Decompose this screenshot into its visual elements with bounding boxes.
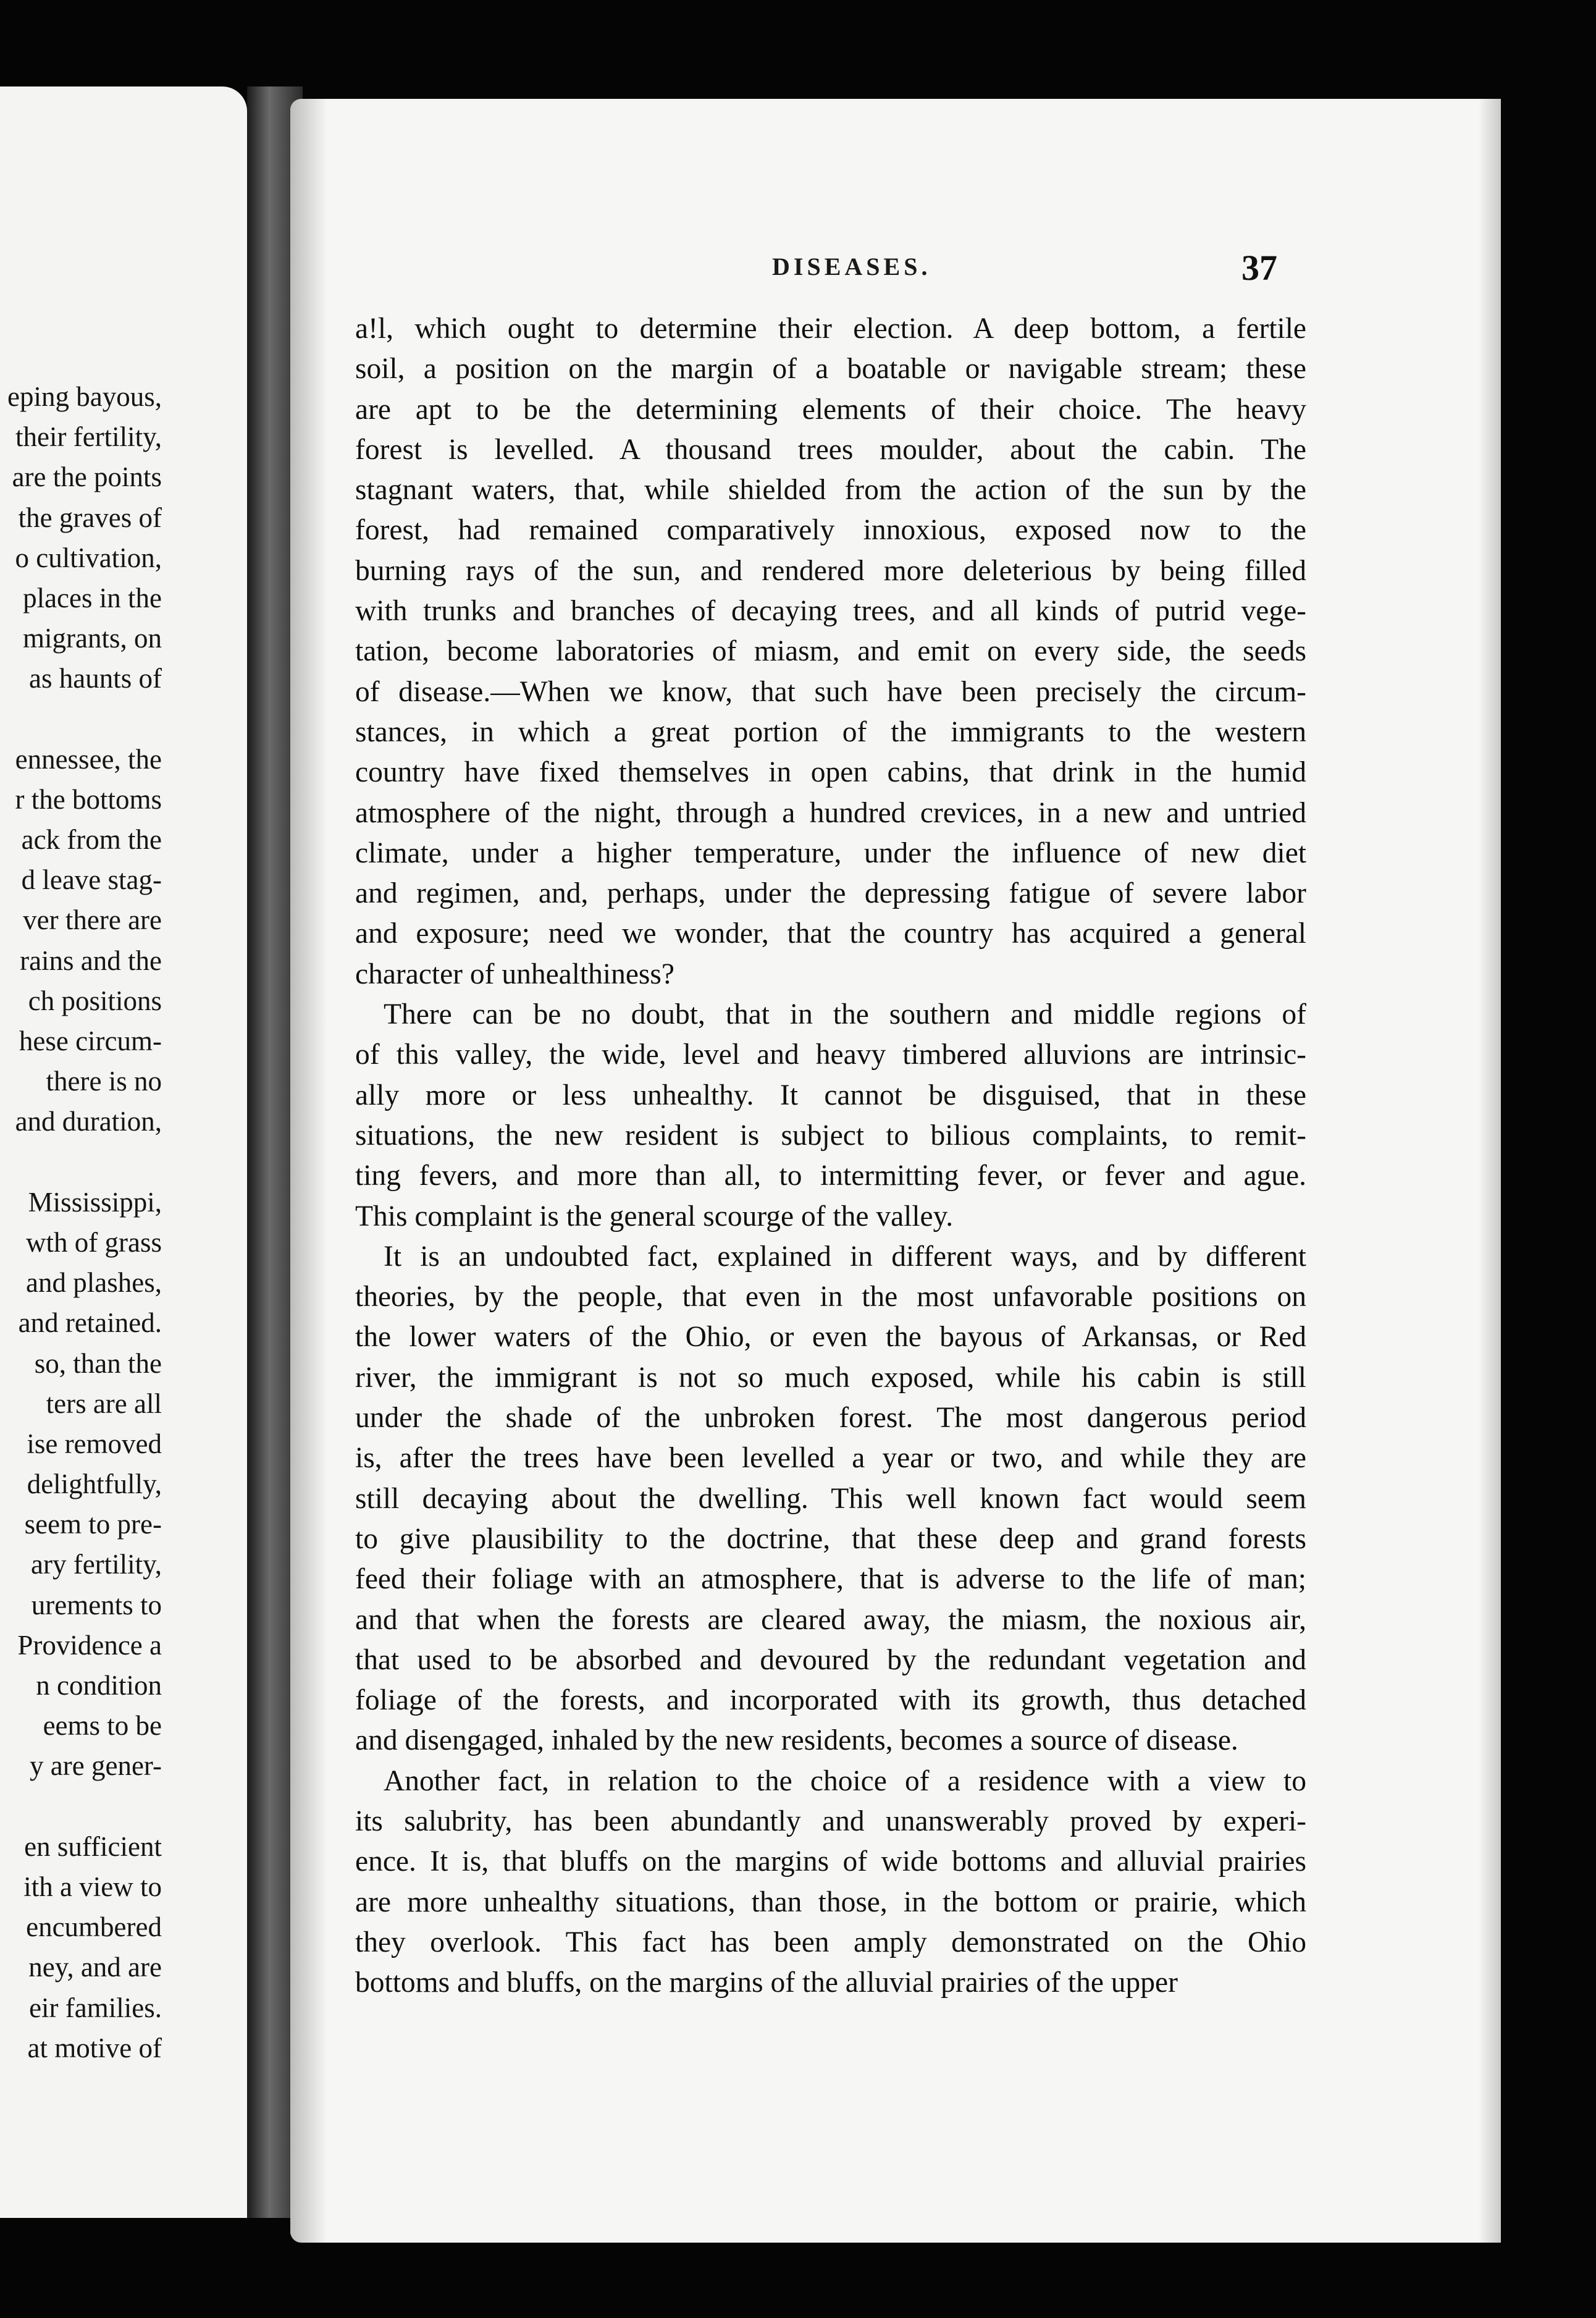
left-page-line: so, than the [34, 1347, 162, 1379]
page-body [355, 309, 1306, 2003]
text-line: of this valley, the wide, level and heavy timbered alluvions are intrinsic- [355, 1039, 1306, 1071]
left-page-line: ary fertility, [31, 1549, 162, 1580]
left-page-line: ch positions [28, 985, 162, 1016]
text-line: they overlook. This fact has been amply demonstrated on the Ohio [355, 1926, 1306, 1958]
text-line: river, the immigrant is not so much exposed, while his cabin is still [355, 1361, 1306, 1394]
text-line: It is an undoubted fact, explained in different ways, and by different [384, 1240, 1306, 1273]
left-page-line: Mississippi, [28, 1186, 162, 1218]
text-line: This complaint is the general scourge of the valley. [355, 1200, 954, 1233]
left-page-line [0, 1787, 162, 1827]
text-line: are more unhealthy situations, than those, in the bottom or prairie, which [355, 1886, 1306, 1918]
text-line: stances, in which a great portion of the immigrants to the western [355, 715, 1306, 748]
text-line: of disease.—When we know, that such have been precisely the circum- [355, 675, 1306, 708]
running-header: DISEASES. [772, 253, 931, 280]
left-page-line: o cultivation, [15, 542, 162, 573]
left-page-line: as haunts of [29, 663, 162, 694]
left-page-line: the graves of [18, 502, 162, 533]
text-line: tation, become laboratories of miasm, and emit on every side, the seeds [355, 635, 1306, 668]
text-line: forest, had remained comparatively innoxious, exposed now to the [355, 514, 1306, 547]
page-edge [1479, 99, 1501, 2243]
left-page-line: seem to pre- [24, 1509, 162, 1540]
left-page-line: ith a view to [23, 1871, 162, 1902]
text-line: a!l, which ought to determine their election. A deep bottom, a fertile [355, 313, 1306, 345]
text-line: the lower waters of the Ohio, or even the bayous of Arkansas, or Red [355, 1321, 1306, 1354]
left-page-line: y are gener- [30, 1750, 162, 1782]
text-line: ally more or less unhealthy. It cannot be disguised, that in these [355, 1079, 1306, 1111]
text-line: and disengaged, inhaled by the new residents, becomes a source of disease. [355, 1724, 1238, 1757]
left-page-line: rains and the [20, 945, 162, 976]
text-line: still decaying about the dwelling. This well known fact would seem [355, 1482, 1306, 1515]
page-number: 37 [1241, 248, 1277, 288]
text-line: situations, the new resident is subject to bilious complaints, to remit- [355, 1119, 1306, 1152]
text-line: ence. It is, that bluffs on the margins of wide bottoms and alluvial prairies [355, 1845, 1306, 1878]
text-line: country have fixed themselves in open cabins, that drink in the humid [355, 756, 1306, 789]
text-line: under the shade of the unbroken forest. The most dangerous period [355, 1402, 1306, 1435]
left-page-line [0, 1142, 162, 1182]
left-page-line: hese circum- [19, 1026, 162, 1056]
left-page-line: ennessee, the [15, 743, 162, 775]
text-line: soil, a position on the margin of a boatable or navigable stream; these [355, 353, 1306, 386]
left-page-line: are the points [12, 461, 162, 493]
paragraph [355, 1761, 1306, 2004]
text-line: to give plausibility to the doctrine, that these deep and grand forests [355, 1522, 1306, 1555]
text-line: with trunks and branches of decaying trees, and all kinds of putrid vege- [355, 595, 1306, 628]
left-page-line: their fertility, [15, 421, 162, 453]
left-page-line: d leave stag- [21, 864, 162, 896]
text-line: and that when the forests are cleared away, the miasm, the noxious air, [355, 1603, 1306, 1636]
left-page-line: ney, and are [28, 1952, 162, 1983]
paragraph [355, 309, 1306, 995]
left-page-text [0, 377, 162, 2068]
text-line: are apt to be the determining elements of their choice. The heavy [355, 393, 1306, 426]
left-page-line: eping bayous, [7, 381, 162, 412]
text-line: and exposure; need we wonder, that the country has acquired a general [355, 917, 1306, 950]
left-page-line: en sufficient [24, 1831, 162, 1862]
left-page-line: ters are all [46, 1388, 162, 1419]
left-page-line: eems to be [43, 1710, 162, 1742]
left-page-line: r the bottoms [15, 783, 162, 815]
left-page-line: at motive of [27, 2032, 162, 2063]
left-page-line: eir families. [29, 1992, 162, 2023]
left-page-line: ver there are [23, 904, 162, 936]
left-page-line: ise removed [27, 1428, 162, 1459]
text-line: its salubrity, has been abundantly and unanswerably proved by experi- [355, 1805, 1306, 1837]
text-line: and regimen, and, perhaps, under the depressing fatigue of severe labor [355, 877, 1306, 910]
text-line: ting fevers, and more than all, to intermitting fever, or fever and ague. [355, 1160, 1306, 1192]
text-line: burning rays of the sun, and rendered more deleterious by being filled [355, 554, 1306, 587]
text-line: feed their foliage with an atmosphere, that is adverse to the life of man; [355, 1563, 1306, 1596]
left-page-line: urements to [31, 1589, 162, 1620]
left-page-line: delightfully, [27, 1469, 162, 1500]
text-line: foliage of the forests, and incorporated with its growth, thus detached [355, 1684, 1306, 1717]
text-line: climate, under a higher temperature, under the influence of new diet [355, 837, 1306, 869]
left-page-line: encumbered [26, 1911, 162, 1943]
left-page-line: ack from the [21, 824, 162, 856]
text-line: stagnant waters, that, while shielded from the action of the sun by the [355, 474, 1306, 507]
left-facing-page [0, 86, 247, 2218]
left-page-line: migrants, on [23, 623, 162, 654]
left-page-line: n condition [36, 1670, 162, 1701]
left-page-line: places in the [23, 582, 162, 613]
left-page-line: and duration, [15, 1106, 162, 1137]
left-page-line: there is no [46, 1066, 162, 1097]
left-page-line: and plashes, [26, 1267, 162, 1299]
left-page-line: Providence a [17, 1629, 162, 1661]
left-page-line: and retained. [18, 1307, 162, 1339]
text-line: is, after the trees have been levelled a year or two, and while they are [355, 1442, 1306, 1475]
text-line: that used to be absorbed and devoured by the redundant vegetation and [355, 1643, 1306, 1676]
text-line: atmosphere of the night, through a hundred crevices, in a new and untried [355, 796, 1306, 829]
text-line: bottoms and bluffs, on the margins of the alluvial prairies of the upper [355, 1966, 1178, 1999]
text-line: character of unhealthiness? [355, 958, 674, 990]
text-line: There can be no doubt, that in the southern and middle regions of [384, 998, 1306, 1031]
paragraph [355, 995, 1306, 1237]
left-page-line [0, 699, 162, 740]
left-page-line: wth of grass [26, 1226, 162, 1258]
text-line: theories, by the people, that even in the most unfavorable positions on [355, 1281, 1306, 1313]
text-line: forest is levelled. A thousand trees moulder, about the cabin. The [355, 433, 1306, 466]
paragraph [355, 1237, 1306, 1761]
text-line: Another fact, in relation to the choice of a residence with a view to [384, 1764, 1306, 1797]
